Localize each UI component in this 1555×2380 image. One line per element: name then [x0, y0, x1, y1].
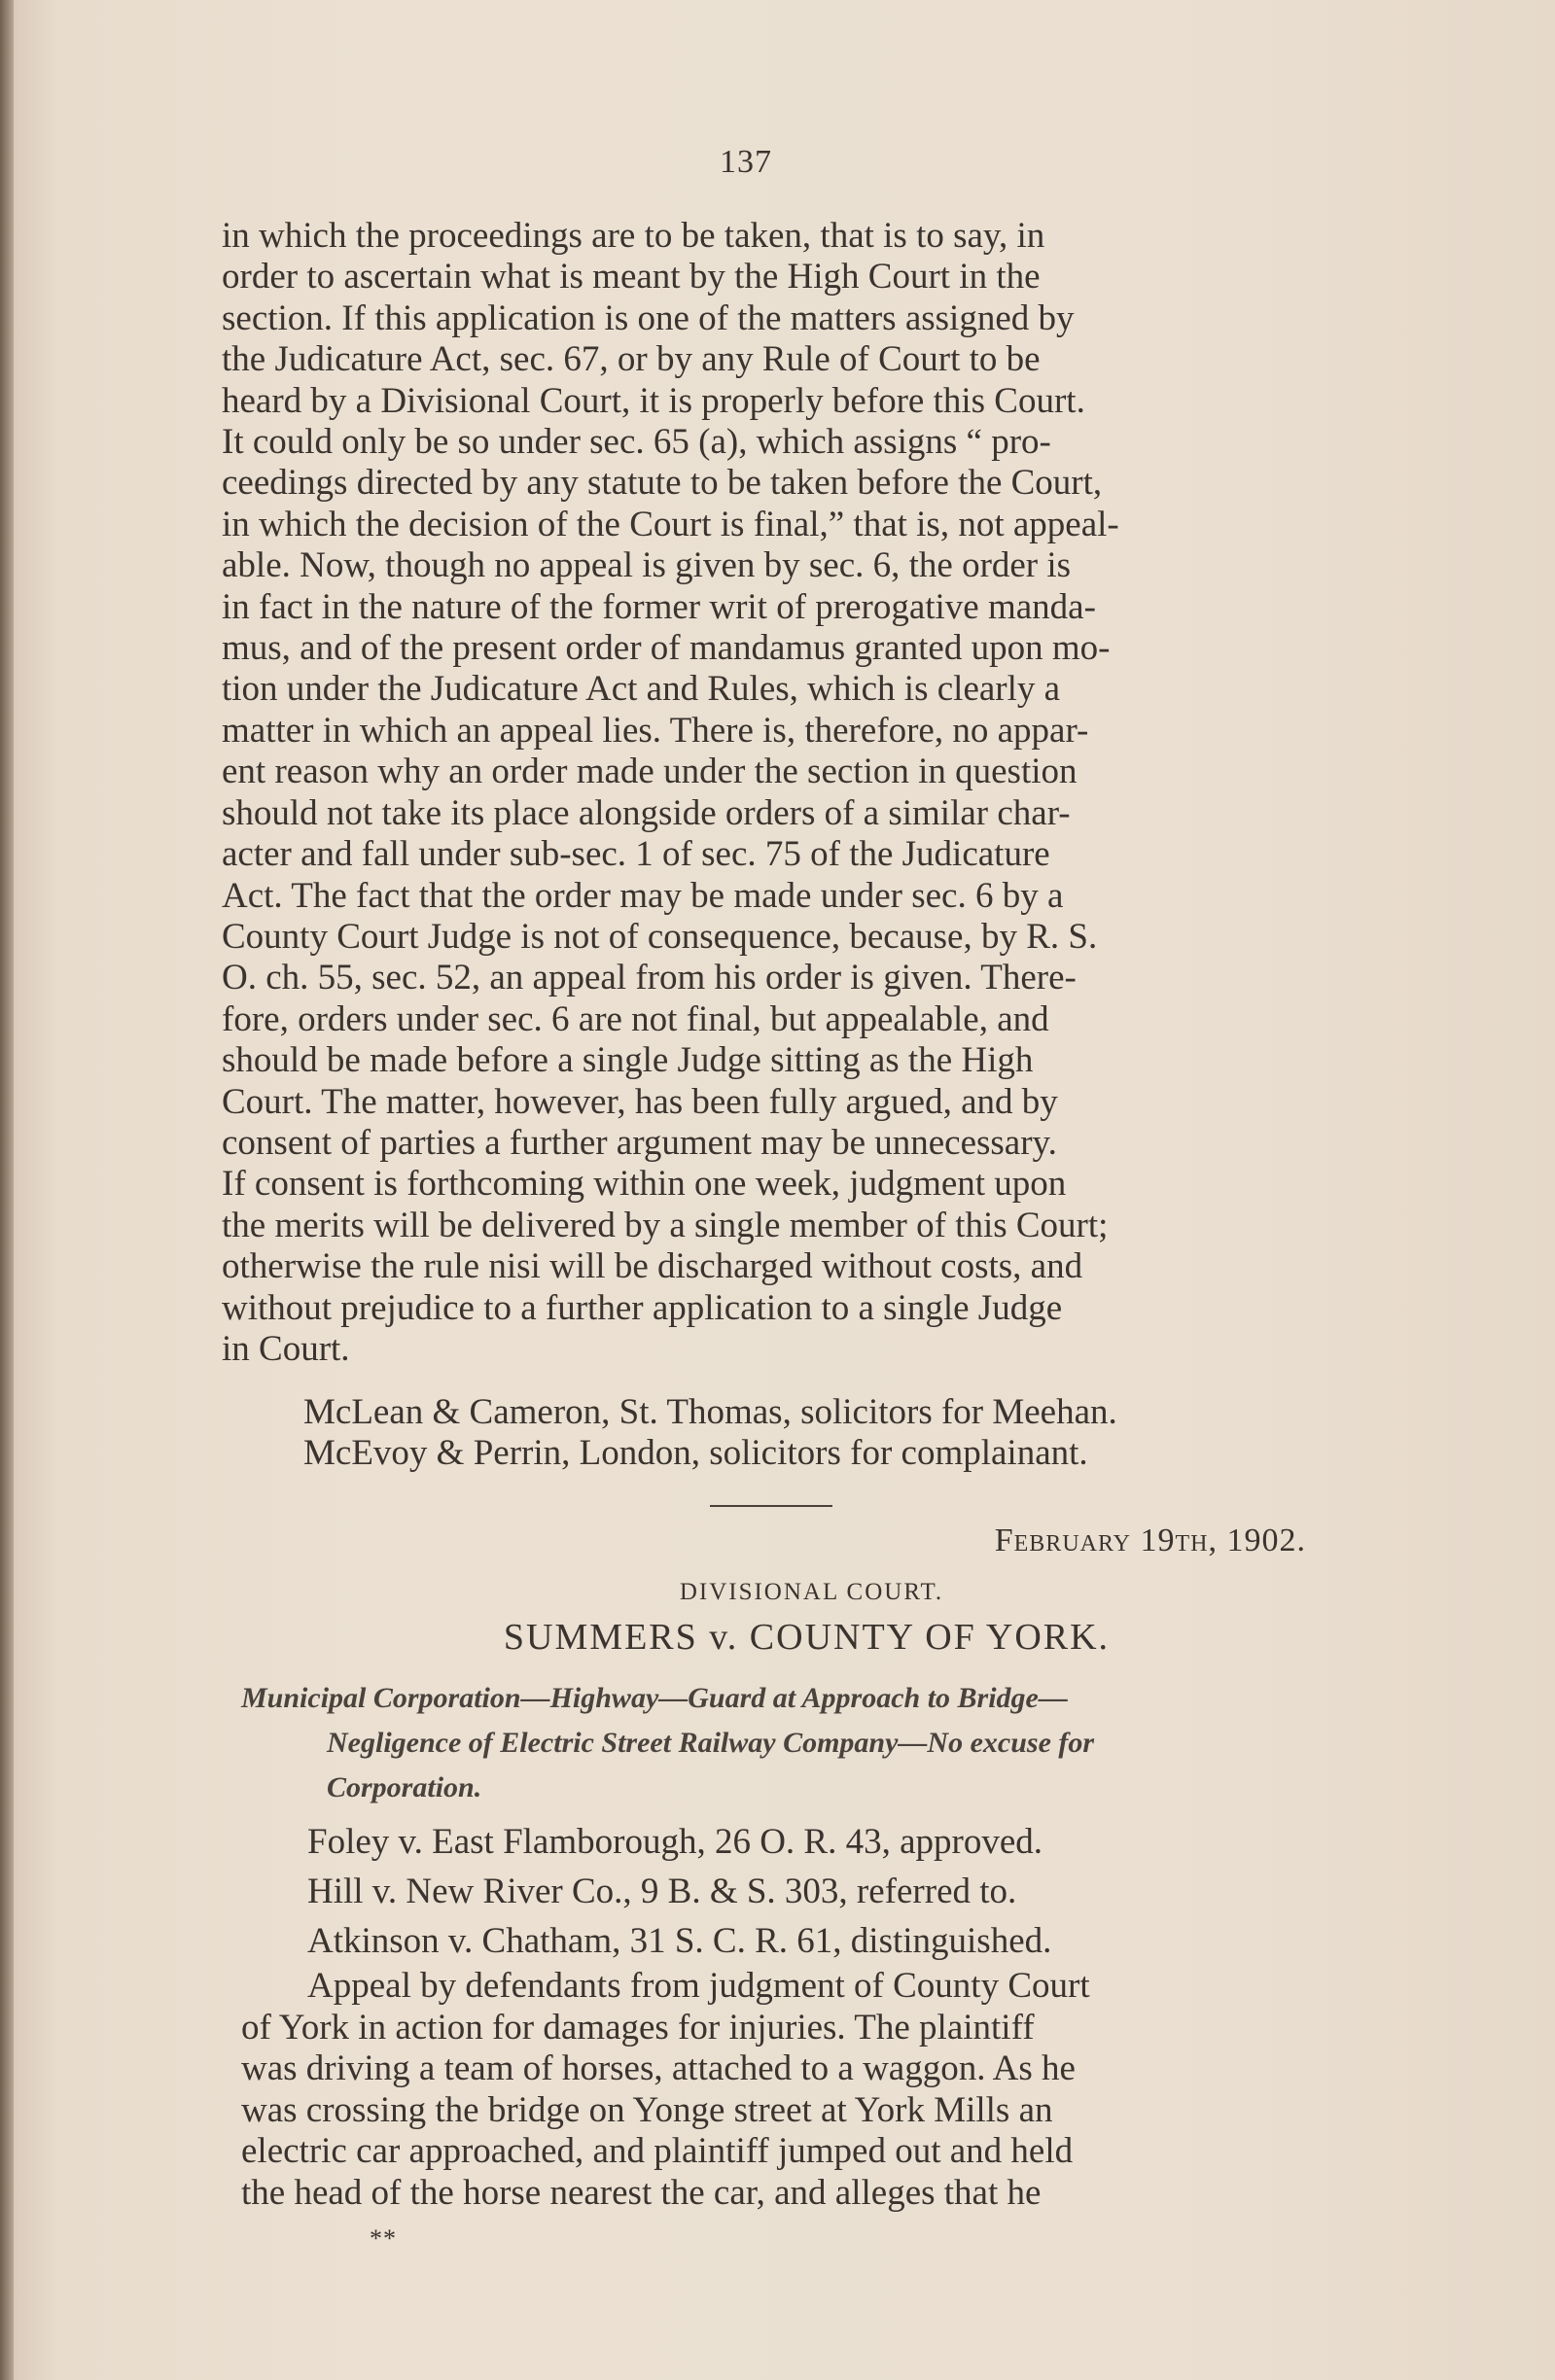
body-line: fore, orders under sec. 6 are not final, but appealable, and — [222, 998, 1049, 1039]
appeal-line: of York in action for damages for injuries. The plaintiff — [241, 2007, 1035, 2048]
solicitor-line: McEvoy & Perrin, London, solicitors for complainant. — [303, 1433, 1088, 1473]
body-line: should not take its place alongside orders of a similar char- — [222, 792, 1071, 833]
body-line: acter and fall under sub-sec. 1 of sec. 75 of the Judicature — [222, 834, 1050, 875]
case-citation: Foley v. East Flamborough, 26 O. R. 43, approved. — [307, 1822, 1043, 1862]
body-line: order to ascertain what is meant by the High Court in the — [222, 257, 1041, 298]
body-line: in which the proceedings are to be taken, that is to say, in — [222, 216, 1045, 256]
body-line: County Court Judge is not of consequence, because, by R. S. — [222, 916, 1098, 957]
judgment-body — [222, 216, 1301, 1370]
book-spine-shadow — [0, 0, 14, 2380]
appeal-line: the head of the horse nearest the car, and alleges that he — [241, 2172, 1042, 2213]
section-divider — [710, 1505, 832, 1507]
body-line: tion under the Judicature Act and Rules, which is clearly a — [222, 669, 1061, 710]
case-citation: Hill v. New River Co., 9 B. & S. 303, referred to. — [307, 1872, 1017, 1911]
body-line: Act. The fact that the order may be made under sec. 6 by a — [222, 875, 1064, 916]
body-line: should be made before a single Judge sitting as the High — [222, 1040, 1034, 1081]
headnote-line: Corporation. — [327, 1771, 482, 1803]
body-line: mus, and of the present order of mandamus granted upon mo- — [222, 628, 1111, 669]
solicitor-line: McLean & Cameron, St. Thomas, solicitors for Meehan. — [303, 1392, 1117, 1432]
headnote-line: Negligence of Electric Street Railway Company—No excuse for — [327, 1727, 1095, 1759]
body-line: consent of parties a further argument may be unnecessary. — [222, 1122, 1057, 1163]
headnote — [241, 1676, 1311, 1810]
body-line: Court. The matter, however, has been fully argued, and by — [222, 1081, 1058, 1122]
appeal-line: electric car approached, and plaintiff jumped out and held — [241, 2131, 1074, 2171]
body-line: section. If this application is one of the matters assigned by — [222, 298, 1075, 338]
page-number: 137 — [720, 144, 772, 180]
case-title: SUMMERS v. COUNTY OF YORK. — [503, 1617, 1111, 1658]
appeal-line: Appeal by defendants from judgment of County Court — [307, 1966, 1090, 2006]
body-line: in which the decision of the Court is final,” that is, not appeal- — [222, 504, 1119, 544]
body-line: O. ch. 55, sec. 52, an appeal from his order is given. There- — [222, 958, 1077, 998]
headnote-line: Municipal Corporation—Highway—Guard at Approach to Bridge— — [241, 1682, 1068, 1714]
appeal-line: was crossing the bridge on Yonge street at York Mills an — [241, 2089, 1053, 2130]
body-line: heard by a Divisional Court, it is properly before this Court. — [222, 380, 1085, 421]
body-line: otherwise the rule nisi will be discharged without costs, and — [222, 1246, 1083, 1287]
signature-mark: ** — [370, 2224, 397, 2253]
body-line: ceedings directed by any statute to be taken before the Court, — [222, 463, 1103, 504]
body-line: the Judicature Act, sec. 67, or by any Rule of Court to be — [222, 339, 1041, 380]
body-line: in fact in the nature of the former writ of prerogative manda- — [222, 586, 1096, 627]
court-name: DIVISIONAL COURT. — [679, 1579, 944, 1605]
body-line: able. Now, though no appeal is given by sec. 6, the order is — [222, 545, 1072, 586]
body-line: ent reason why an order made under the section in question — [222, 752, 1078, 792]
body-line: If consent is forthcoming within one week, judgment upon — [222, 1164, 1067, 1205]
decision-date: February 19th, 1902. — [994, 1522, 1306, 1558]
body-line: the merits will be delivered by a single member of this Court; — [222, 1205, 1109, 1245]
cases-cited — [222, 1820, 1311, 1969]
body-line: It could only be so under sec. 65 (a), which assigns “ pro- — [222, 422, 1051, 463]
body-line: matter in which an appeal lies. There is, therefore, no appar- — [222, 710, 1089, 751]
appeal-paragraph — [241, 1966, 1311, 2214]
case-citation: Atkinson v. Chatham, 31 S. C. R. 61, distinguished. — [307, 1921, 1052, 1961]
body-line: without prejudice to a further application to a single Judge — [222, 1287, 1063, 1328]
body-line: in Court. — [222, 1328, 350, 1369]
appeal-line: was driving a team of horses, attached to a waggon. As he — [241, 2048, 1076, 2088]
solicitors-block — [222, 1392, 1301, 1474]
